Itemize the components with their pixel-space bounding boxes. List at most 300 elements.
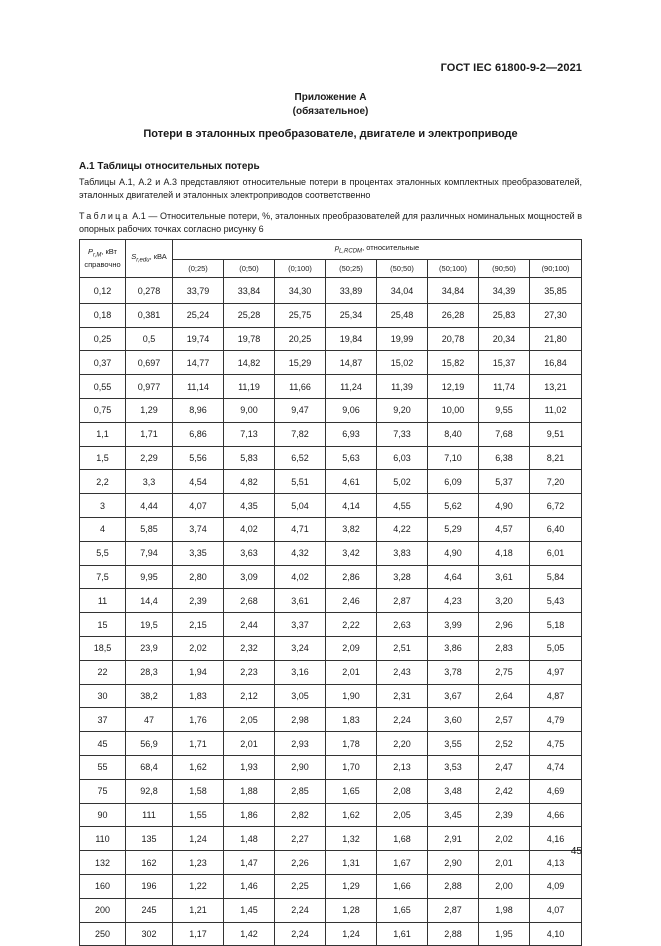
loss-table xyxy=(79,239,582,946)
apparent-power-cell: 4,44 xyxy=(126,494,173,518)
loss-cell: 1,17 xyxy=(173,922,224,946)
loss-cell: 2,12 xyxy=(224,684,275,708)
operating-point-header: (50;50) xyxy=(377,260,428,278)
table-row xyxy=(80,636,582,660)
loss-cell: 4,82 xyxy=(224,470,275,494)
loss-cell: 4,14 xyxy=(326,494,377,518)
annex-status: (обязательное) xyxy=(292,106,369,117)
loss-cell: 3,53 xyxy=(428,755,479,779)
apparent-power-cell: 2,29 xyxy=(126,446,173,470)
apparent-power-cell: 3,3 xyxy=(126,470,173,494)
loss-cell: 11,19 xyxy=(224,375,275,399)
loss-cell: 4,74 xyxy=(530,755,582,779)
loss-cell: 4,09 xyxy=(530,874,582,898)
loss-cell: 26,28 xyxy=(428,303,479,327)
loss-cell: 2,96 xyxy=(479,613,530,637)
loss-cell: 1,55 xyxy=(173,803,224,827)
loss-cell: 1,46 xyxy=(224,874,275,898)
power-cell: 200 xyxy=(80,898,126,922)
apparent-power-cell: 245 xyxy=(126,898,173,922)
operating-point-header: (50;25) xyxy=(326,260,377,278)
apparent-power-cell: 28,3 xyxy=(126,660,173,684)
loss-cell: 5,84 xyxy=(530,565,582,589)
apparent-power-cell: 0,977 xyxy=(126,375,173,399)
loss-cell: 6,03 xyxy=(377,446,428,470)
loss-cell: 15,29 xyxy=(275,351,326,375)
loss-cell: 14,87 xyxy=(326,351,377,375)
loss-cell: 2,15 xyxy=(173,613,224,637)
loss-cell: 15,02 xyxy=(377,351,428,375)
loss-cell: 2,01 xyxy=(224,732,275,756)
loss-cell: 2,90 xyxy=(428,851,479,875)
table-row xyxy=(80,660,582,684)
loss-cell: 4,10 xyxy=(530,922,582,946)
loss-cell: 33,84 xyxy=(224,278,275,304)
loss-cell: 6,72 xyxy=(530,494,582,518)
table-row xyxy=(80,613,582,637)
table-row xyxy=(80,684,582,708)
table-row xyxy=(80,327,582,351)
apparent-subscript: r,edu xyxy=(136,257,150,264)
power-cell: 0,18 xyxy=(80,303,126,327)
table-row xyxy=(80,398,582,422)
loss-cell: 21,80 xyxy=(530,327,582,351)
loss-cell: 2,39 xyxy=(173,589,224,613)
loss-cell: 20,78 xyxy=(428,327,479,351)
apparent-power-cell: 1,71 xyxy=(126,422,173,446)
loss-cell: 1,48 xyxy=(224,827,275,851)
power-cell: 7,5 xyxy=(80,565,126,589)
loss-cell: 1,83 xyxy=(326,708,377,732)
loss-cell: 1,22 xyxy=(173,874,224,898)
loss-cell: 27,30 xyxy=(530,303,582,327)
loss-cell: 1,94 xyxy=(173,660,224,684)
table-row xyxy=(80,779,582,803)
loss-cell: 2,31 xyxy=(377,684,428,708)
loss-cell: 1,32 xyxy=(326,827,377,851)
loss-cell: 7,13 xyxy=(224,422,275,446)
loss-cell: 1,24 xyxy=(173,827,224,851)
loss-cell: 5,63 xyxy=(326,446,377,470)
apparent-power-cell: 9,95 xyxy=(126,565,173,589)
power-cell: 0,25 xyxy=(80,327,126,351)
loss-cell: 2,87 xyxy=(428,898,479,922)
loss-cell: 2,51 xyxy=(377,636,428,660)
loss-cell: 3,99 xyxy=(428,613,479,637)
loss-cell: 4,18 xyxy=(479,541,530,565)
loss-cell: 1,65 xyxy=(326,779,377,803)
table-row xyxy=(80,422,582,446)
loss-symbol: p xyxy=(334,242,340,252)
table-row xyxy=(80,732,582,756)
power-cell: 110 xyxy=(80,827,126,851)
power-cell: 15 xyxy=(80,613,126,637)
table-row xyxy=(80,851,582,875)
loss-cell: 6,01 xyxy=(530,541,582,565)
loss-cell: 2,46 xyxy=(326,589,377,613)
loss-cell: 3,82 xyxy=(326,517,377,541)
loss-cell: 1,93 xyxy=(224,755,275,779)
loss-cell: 4,97 xyxy=(530,660,582,684)
loss-cell: 2,24 xyxy=(275,922,326,946)
loss-cell: 8,96 xyxy=(173,398,224,422)
loss-cell: 1,28 xyxy=(326,898,377,922)
operating-point-header: (0;100) xyxy=(275,260,326,278)
apparent-power-cell: 0,381 xyxy=(126,303,173,327)
standard-code: ГОСТ IEC 61800-9-2—2021 xyxy=(440,62,582,74)
power-cell: 132 xyxy=(80,851,126,875)
loss-cell: 2,02 xyxy=(173,636,224,660)
apparent-power-cell: 23,9 xyxy=(126,636,173,660)
loss-cell: 3,24 xyxy=(275,636,326,660)
loss-cell: 3,78 xyxy=(428,660,479,684)
power-cell: 0,37 xyxy=(80,351,126,375)
loss-cell: 5,05 xyxy=(530,636,582,660)
loss-cell: 2,32 xyxy=(224,636,275,660)
loss-cell: 4,22 xyxy=(377,517,428,541)
loss-cell: 3,61 xyxy=(479,565,530,589)
loss-cell: 2,20 xyxy=(377,732,428,756)
loss-cell: 4,61 xyxy=(326,470,377,494)
loss-cell: 8,40 xyxy=(428,422,479,446)
loss-cell: 5,56 xyxy=(173,446,224,470)
loss-cell: 9,55 xyxy=(479,398,530,422)
loss-cell: 2,98 xyxy=(275,708,326,732)
loss-suffix: , относительные xyxy=(362,242,420,252)
power-cell: 30 xyxy=(80,684,126,708)
loss-cell: 7,68 xyxy=(479,422,530,446)
loss-cell: 1,98 xyxy=(479,898,530,922)
loss-cell: 14,77 xyxy=(173,351,224,375)
col-apparent-power-header xyxy=(126,240,173,278)
loss-cell: 25,24 xyxy=(173,303,224,327)
table-row xyxy=(80,755,582,779)
apparent-power-cell: 56,9 xyxy=(126,732,173,756)
loss-cell: 2,47 xyxy=(479,755,530,779)
loss-cell: 34,84 xyxy=(428,278,479,304)
loss-cell: 3,42 xyxy=(326,541,377,565)
loss-cell: 2,00 xyxy=(479,874,530,898)
loss-cell: 34,39 xyxy=(479,278,530,304)
loss-cell: 5,83 xyxy=(224,446,275,470)
intro-text: Таблицы А.1, А.2 и А.3 представляют относительные потери в процентах эталонных комплектных преобразователей, эталонных двигателей и эталонных электроприводов соответственно xyxy=(79,177,582,200)
loss-cell: 19,74 xyxy=(173,327,224,351)
loss-cell: 4,16 xyxy=(530,827,582,851)
apparent-power-cell: 38,2 xyxy=(126,684,173,708)
apparent-power-cell: 111 xyxy=(126,803,173,827)
loss-cell: 2,88 xyxy=(428,874,479,898)
power-cell: 11 xyxy=(80,589,126,613)
loss-cell: 3,45 xyxy=(428,803,479,827)
loss-cell: 1,83 xyxy=(173,684,224,708)
loss-cell: 9,06 xyxy=(326,398,377,422)
loss-cell: 19,78 xyxy=(224,327,275,351)
loss-cell: 15,37 xyxy=(479,351,530,375)
table-row xyxy=(80,470,582,494)
loss-cell: 4,90 xyxy=(479,494,530,518)
loss-cell: 2,68 xyxy=(224,589,275,613)
loss-cell: 20,34 xyxy=(479,327,530,351)
loss-cell: 4,54 xyxy=(173,470,224,494)
loss-cell: 7,33 xyxy=(377,422,428,446)
loss-cell: 1,88 xyxy=(224,779,275,803)
loss-cell: 4,69 xyxy=(530,779,582,803)
power-cell: 55 xyxy=(80,755,126,779)
operating-point-header: (90;50) xyxy=(479,260,530,278)
power-cell: 0,55 xyxy=(80,375,126,399)
loss-cell: 2,24 xyxy=(275,898,326,922)
loss-cell: 34,30 xyxy=(275,278,326,304)
loss-cell: 8,21 xyxy=(530,446,582,470)
loss-cell: 3,35 xyxy=(173,541,224,565)
loss-cell: 10,00 xyxy=(428,398,479,422)
loss-cell: 19,84 xyxy=(326,327,377,351)
loss-cell: 1,65 xyxy=(377,898,428,922)
table-row xyxy=(80,494,582,518)
loss-cell: 2,82 xyxy=(275,803,326,827)
loss-cell: 4,35 xyxy=(224,494,275,518)
apparent-power-cell: 196 xyxy=(126,874,173,898)
loss-cell: 1,62 xyxy=(326,803,377,827)
table-caption-text: А.1 — Относительные потери, %, эталонных преобразователей для различных номинальных мощностей в опорных рабочих точках согласно рисунку 6 xyxy=(79,211,582,234)
loss-cell: 1,71 xyxy=(173,732,224,756)
loss-cell: 2,05 xyxy=(224,708,275,732)
loss-cell: 11,66 xyxy=(275,375,326,399)
loss-cell: 4,13 xyxy=(530,851,582,875)
loss-cell: 3,09 xyxy=(224,565,275,589)
power-cell: 37 xyxy=(80,708,126,732)
power-cell: 0,12 xyxy=(80,278,126,304)
loss-cell: 2,63 xyxy=(377,613,428,637)
apparent-power-cell: 19,5 xyxy=(126,613,173,637)
loss-cell: 4,57 xyxy=(479,517,530,541)
loss-cell: 4,79 xyxy=(530,708,582,732)
loss-cell: 3,20 xyxy=(479,589,530,613)
loss-cell: 2,57 xyxy=(479,708,530,732)
power-cell: 2,2 xyxy=(80,470,126,494)
loss-cell: 1,58 xyxy=(173,779,224,803)
loss-cell: 2,24 xyxy=(377,708,428,732)
loss-cell: 3,28 xyxy=(377,565,428,589)
loss-cell: 1,67 xyxy=(377,851,428,875)
table-row xyxy=(80,446,582,470)
loss-cell: 9,51 xyxy=(530,422,582,446)
table-row xyxy=(80,278,582,304)
main-title: Потери в эталонных преобразователе, двигателе и электроприводе xyxy=(143,128,518,140)
loss-cell: 1,61 xyxy=(377,922,428,946)
loss-cell: 2,13 xyxy=(377,755,428,779)
apparent-power-cell: 0,697 xyxy=(126,351,173,375)
power-cell: 22 xyxy=(80,660,126,684)
loss-cell: 2,39 xyxy=(479,803,530,827)
power-cell: 75 xyxy=(80,779,126,803)
loss-cell: 9,20 xyxy=(377,398,428,422)
loss-cell: 12,19 xyxy=(428,375,479,399)
loss-cell: 2,64 xyxy=(479,684,530,708)
apparent-power-cell: 0,5 xyxy=(126,327,173,351)
loss-cell: 4,23 xyxy=(428,589,479,613)
loss-cell: 14,82 xyxy=(224,351,275,375)
loss-cell: 3,74 xyxy=(173,517,224,541)
loss-cell: 4,90 xyxy=(428,541,479,565)
loss-cell: 25,28 xyxy=(224,303,275,327)
loss-cell: 11,24 xyxy=(326,375,377,399)
apparent-power-cell: 68,4 xyxy=(126,755,173,779)
power-note: справочно xyxy=(84,260,121,270)
loss-cell: 1,24 xyxy=(326,922,377,946)
loss-cell: 2,80 xyxy=(173,565,224,589)
loss-cell: 4,07 xyxy=(530,898,582,922)
table-row xyxy=(80,874,582,898)
annex-label: Приложение А xyxy=(294,92,367,103)
loss-cell: 4,87 xyxy=(530,684,582,708)
power-cell: 1,1 xyxy=(80,422,126,446)
loss-cell: 6,38 xyxy=(479,446,530,470)
loss-cell: 3,05 xyxy=(275,684,326,708)
loss-cell: 3,83 xyxy=(377,541,428,565)
power-cell: 18,5 xyxy=(80,636,126,660)
loss-cell: 2,75 xyxy=(479,660,530,684)
loss-cell: 2,09 xyxy=(326,636,377,660)
loss-cell: 2,42 xyxy=(479,779,530,803)
loss-cell: 1,70 xyxy=(326,755,377,779)
table-row xyxy=(80,517,582,541)
loss-cell: 19,99 xyxy=(377,327,428,351)
loss-cell: 1,23 xyxy=(173,851,224,875)
loss-cell: 5,51 xyxy=(275,470,326,494)
loss-cell: 2,08 xyxy=(377,779,428,803)
loss-cell: 2,27 xyxy=(275,827,326,851)
power-cell: 160 xyxy=(80,874,126,898)
power-unit: , кВт xyxy=(101,246,117,256)
loss-cell: 1,47 xyxy=(224,851,275,875)
group-header-relative-losses xyxy=(173,240,582,260)
table-row xyxy=(80,589,582,613)
page-number: 45 xyxy=(570,846,582,857)
power-subscript: r,M xyxy=(93,252,102,259)
table-row xyxy=(80,922,582,946)
apparent-power-cell: 7,94 xyxy=(126,541,173,565)
loss-cell: 20,25 xyxy=(275,327,326,351)
section-heading: А.1 Таблицы относительных потерь xyxy=(79,161,260,172)
loss-cell: 4,02 xyxy=(224,517,275,541)
table-row xyxy=(80,303,582,327)
loss-cell: 3,67 xyxy=(428,684,479,708)
loss-cell: 2,83 xyxy=(479,636,530,660)
loss-cell: 9,00 xyxy=(224,398,275,422)
loss-cell: 5,37 xyxy=(479,470,530,494)
operating-point-header: (0;50) xyxy=(224,260,275,278)
loss-cell: 2,86 xyxy=(326,565,377,589)
loss-cell: 1,42 xyxy=(224,922,275,946)
loss-cell: 5,04 xyxy=(275,494,326,518)
loss-cell: 2,01 xyxy=(479,851,530,875)
apparent-power-cell: 0,278 xyxy=(126,278,173,304)
loss-cell: 1,21 xyxy=(173,898,224,922)
loss-cell: 15,82 xyxy=(428,351,479,375)
loss-cell: 11,02 xyxy=(530,398,582,422)
loss-cell: 6,86 xyxy=(173,422,224,446)
loss-cell: 1,78 xyxy=(326,732,377,756)
loss-cell: 33,79 xyxy=(173,278,224,304)
loss-cell: 4,66 xyxy=(530,803,582,827)
loss-cell: 1,66 xyxy=(377,874,428,898)
loss-cell: 2,87 xyxy=(377,589,428,613)
loss-cell: 4,07 xyxy=(173,494,224,518)
loss-cell: 7,82 xyxy=(275,422,326,446)
loss-cell: 5,18 xyxy=(530,613,582,637)
table-row xyxy=(80,827,582,851)
apparent-power-cell: 92,8 xyxy=(126,779,173,803)
loss-cell: 3,60 xyxy=(428,708,479,732)
loss-cell: 2,02 xyxy=(479,827,530,851)
loss-cell: 2,85 xyxy=(275,779,326,803)
power-cell: 5,5 xyxy=(80,541,126,565)
loss-cell: 13,21 xyxy=(530,375,582,399)
table-row xyxy=(80,541,582,565)
power-symbol: P xyxy=(88,246,94,256)
loss-cell: 2,25 xyxy=(275,874,326,898)
apparent-power-cell: 47 xyxy=(126,708,173,732)
loss-cell: 2,88 xyxy=(428,922,479,946)
loss-cell: 1,68 xyxy=(377,827,428,851)
loss-cell: 2,91 xyxy=(428,827,479,851)
apparent-power-cell: 302 xyxy=(126,922,173,946)
intro-paragraph xyxy=(79,176,582,202)
power-cell: 45 xyxy=(80,732,126,756)
loss-cell: 3,86 xyxy=(428,636,479,660)
loss-cell: 5,43 xyxy=(530,589,582,613)
loss-cell: 2,22 xyxy=(326,613,377,637)
loss-cell: 1,90 xyxy=(326,684,377,708)
loss-cell: 2,43 xyxy=(377,660,428,684)
apparent-power-cell: 1,29 xyxy=(126,398,173,422)
loss-cell: 11,74 xyxy=(479,375,530,399)
loss-cell: 25,48 xyxy=(377,303,428,327)
loss-subscript: L,RCDM xyxy=(339,248,363,255)
loss-cell: 4,32 xyxy=(275,541,326,565)
loss-cell: 3,48 xyxy=(428,779,479,803)
loss-cell: 4,55 xyxy=(377,494,428,518)
apparent-power-cell: 135 xyxy=(126,827,173,851)
loss-cell: 5,62 xyxy=(428,494,479,518)
power-cell: 3 xyxy=(80,494,126,518)
power-cell: 90 xyxy=(80,803,126,827)
apparent-unit: , кВА xyxy=(149,251,167,261)
table-row xyxy=(80,565,582,589)
loss-cell: 6,40 xyxy=(530,517,582,541)
loss-cell: 11,14 xyxy=(173,375,224,399)
loss-cell: 4,75 xyxy=(530,732,582,756)
loss-cell: 9,47 xyxy=(275,398,326,422)
loss-cell: 2,05 xyxy=(377,803,428,827)
loss-cell: 3,16 xyxy=(275,660,326,684)
loss-cell: 1,29 xyxy=(326,874,377,898)
loss-cell: 3,61 xyxy=(275,589,326,613)
table-row xyxy=(80,351,582,375)
loss-cell: 1,86 xyxy=(224,803,275,827)
loss-cell: 25,75 xyxy=(275,303,326,327)
apparent-power-cell: 5,85 xyxy=(126,517,173,541)
loss-cell: 4,71 xyxy=(275,517,326,541)
table-row xyxy=(80,898,582,922)
power-cell: 0,75 xyxy=(80,398,126,422)
loss-cell: 7,20 xyxy=(530,470,582,494)
apparent-symbol: S xyxy=(131,251,137,261)
loss-cell: 33,89 xyxy=(326,278,377,304)
loss-cell: 2,90 xyxy=(275,755,326,779)
loss-cell: 2,26 xyxy=(275,851,326,875)
